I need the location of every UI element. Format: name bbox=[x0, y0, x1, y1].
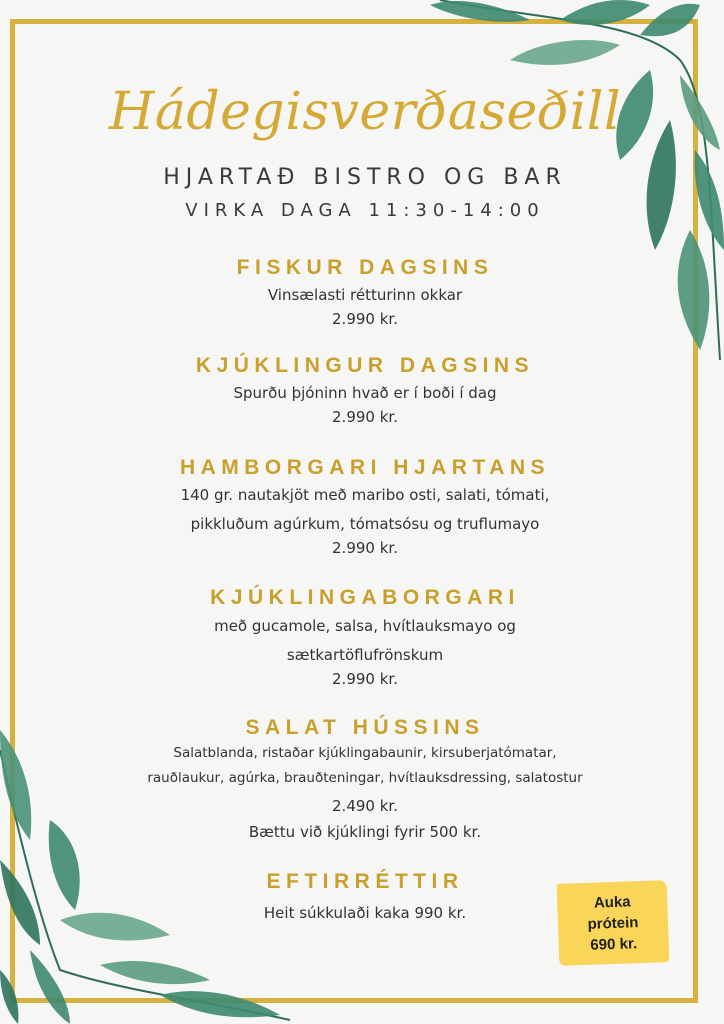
item-description: pikkluðum agúrkum, tómatsósu og truflumayo bbox=[190, 515, 540, 533]
item-description: rauðlaukur, agúrka, brauðteningar, hvítlauksdressing, salatostur bbox=[147, 770, 583, 786]
opening-hours: VIRKA DAGA 11:30-14:00 bbox=[185, 200, 545, 221]
extra-protein-badge bbox=[557, 880, 670, 966]
item-price: 2.990 kr. bbox=[332, 670, 398, 688]
item-description: Salatblanda, ristaðar kjúklingabaunir, kirsuberjatómatar, bbox=[173, 745, 557, 761]
badge-price: 690 kr. bbox=[590, 934, 638, 954]
item-description: sætkartöflufrönskum bbox=[286, 646, 444, 664]
item-note: Bættu við kjúklingi fyrir 500 kr. bbox=[248, 823, 482, 841]
badge-line: Auka bbox=[593, 892, 631, 912]
item-description: Spurðu þjóninn hvað er í boði í dag bbox=[233, 384, 497, 402]
item-description: Vinsælasti rétturinn okkar bbox=[267, 286, 463, 304]
item-description: Heit súkkulaði kaka 990 kr. bbox=[263, 904, 467, 922]
item-price: 2.990 kr. bbox=[332, 539, 398, 557]
item-name: KJÚKLINGABORGARI bbox=[210, 586, 520, 609]
item-name: SALAT HÚSSINS bbox=[245, 716, 485, 739]
item-name: FISKUR DAGSINS bbox=[236, 256, 494, 279]
item-name: KJÚKLINGUR DAGSINS bbox=[195, 354, 535, 377]
item-price: 2.990 kr. bbox=[332, 310, 398, 328]
item-price: 2.990 kr. bbox=[332, 408, 398, 426]
badge-line: prótein bbox=[587, 913, 639, 933]
restaurant-name: HJARTAÐ BISTRO OG BAR bbox=[163, 165, 567, 190]
item-description: 140 gr. nautakjöt með maribo osti, salati, tómati, bbox=[180, 486, 550, 504]
item-name: EFTIRRÉTTIR bbox=[266, 870, 464, 893]
item-price: 2.490 kr. bbox=[332, 797, 398, 815]
item-name: HAMBORGARI HJARTANS bbox=[179, 456, 551, 479]
menu-title: Hádegisverðaseðill bbox=[109, 82, 621, 142]
item-description: með gucamole, salsa, hvítlauksmayo og bbox=[214, 617, 516, 635]
